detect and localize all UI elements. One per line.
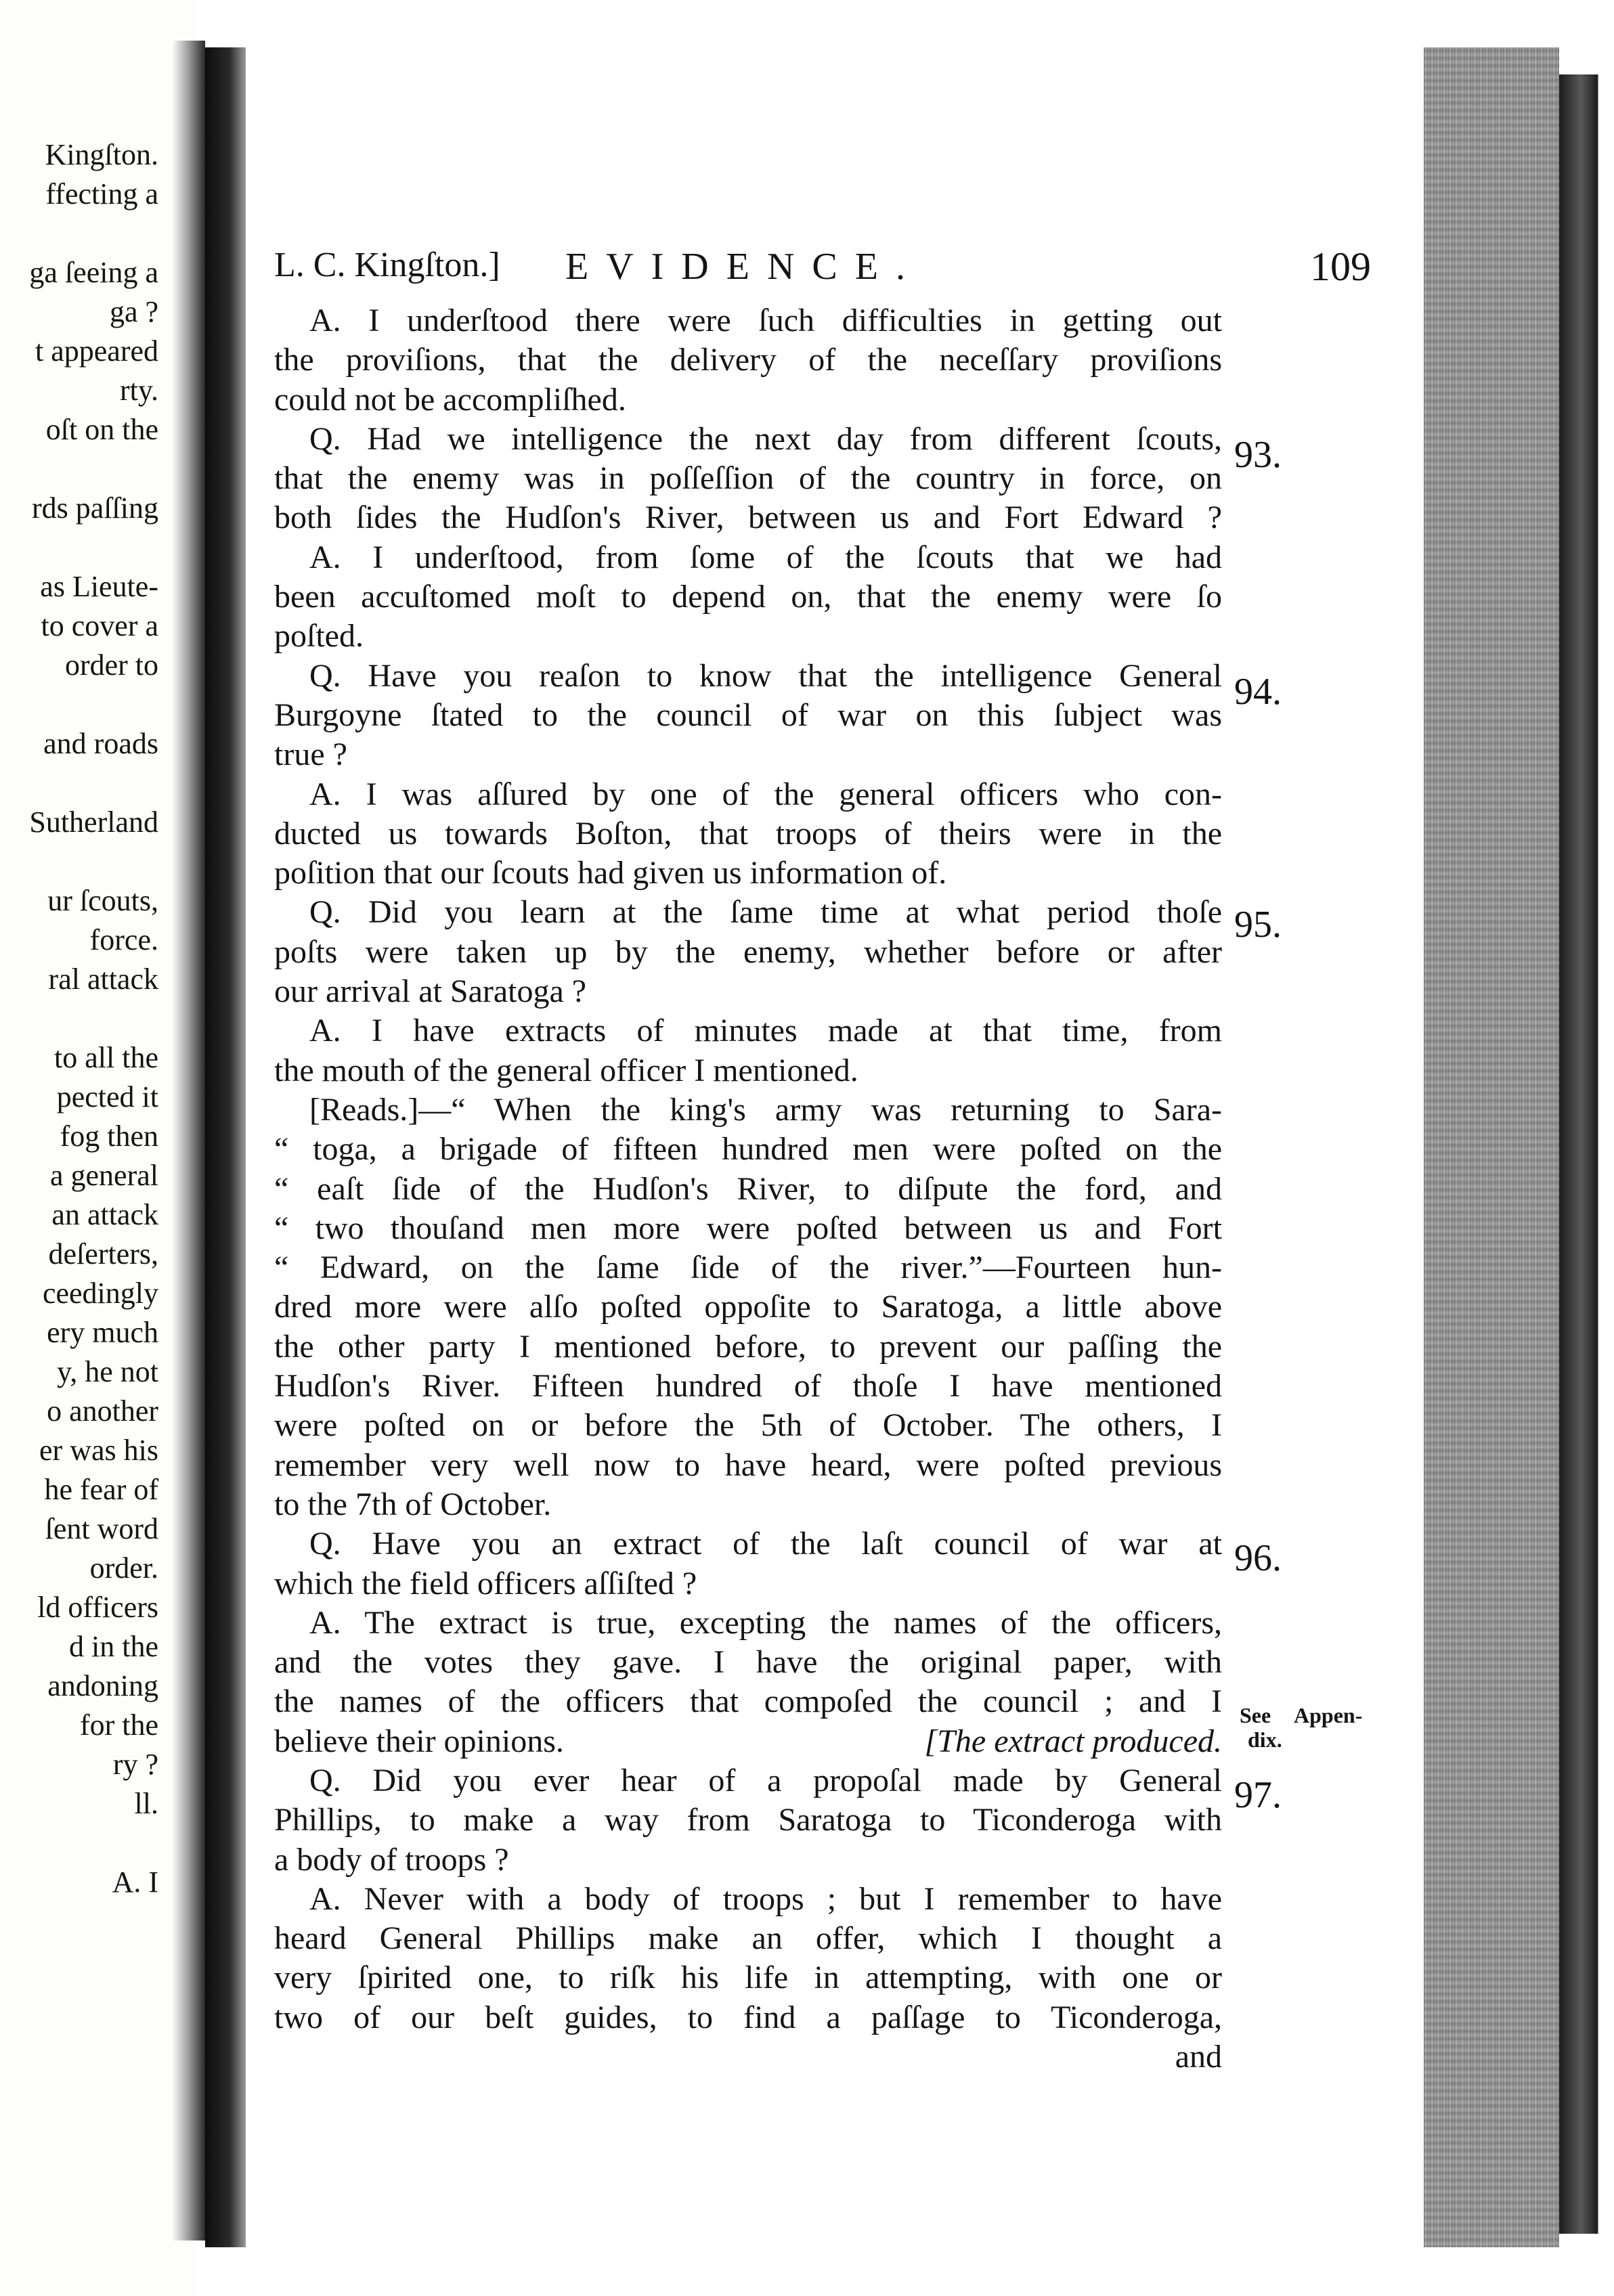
line-text: which the field officers aſſiſted ?	[274, 1565, 697, 1602]
text-line	[274, 538, 1222, 577]
line-text: been accuſtomed moſt to depend on, that the enemy were ſo	[274, 579, 1222, 615]
line-text: Q. Have you reaſon to know that the intelligence General	[309, 657, 1222, 694]
line-text: “ toga, a brigade of fifteen hundred men were poſted on the	[274, 1131, 1222, 1168]
question-number-93: 93.	[1234, 434, 1282, 476]
facing-page-line: andoning	[47, 1669, 158, 1702]
line-text: poſted.	[274, 618, 364, 655]
facing-page-line: Kingſton.	[45, 138, 158, 171]
question-number-96: 96.	[1234, 1537, 1282, 1579]
line-text: both ſides the Hudſon's River, between us and Fort Edward ?	[274, 500, 1222, 536]
line-text: “ eaſt ſide of the Hudſon's River, to diſpute the ford, and	[274, 1170, 1222, 1207]
facing-page-line: rds paſſing	[32, 491, 158, 525]
book-page	[246, 47, 1424, 2247]
text-line	[274, 617, 1222, 656]
text-line	[274, 1248, 1222, 1287]
question-number-97: 97.	[1234, 1774, 1282, 1816]
text-line	[274, 1643, 1222, 1682]
text-line	[274, 1564, 1222, 1604]
line-text: and the votes they gave. I have the original paper, with	[274, 1644, 1222, 1681]
page-title: EVIDENCE.	[565, 246, 923, 288]
facing-page-line: ry ?	[112, 1748, 158, 1781]
line-text: [Reads.]—“ When the king's army was returning to Sara-	[309, 1091, 1222, 1128]
text-line	[274, 1919, 1222, 1958]
facing-page-line: order to	[64, 648, 158, 682]
line-text: the mouth of the general officer I mentioned.	[274, 1052, 858, 1088]
facing-page-line: ral attack	[48, 963, 158, 996]
line-text: Q. Had we intelligence the next day from different ſcouts,	[309, 420, 1222, 457]
text-line	[274, 814, 1222, 854]
line-text: that the enemy was in poſſeſſion of the country in force, on	[274, 460, 1222, 497]
text-line	[274, 1722, 1222, 1761]
text-line	[274, 498, 1222, 537]
text-line	[274, 1801, 1222, 1840]
facing-page-line: oſt on the	[45, 413, 158, 446]
text-line	[274, 893, 1222, 932]
line-text: A. I underſtood, from ſome of the ſcouts that we had	[309, 539, 1222, 575]
text-line	[274, 340, 1222, 380]
margin-note-appen: Appen-	[1294, 1703, 1363, 1727]
text-line	[274, 1880, 1222, 1919]
line-text: A. The extract is true, excepting the names of the officers,	[309, 1604, 1222, 1641]
line-text: A. I have extracts of minutes made at that time, from	[309, 1013, 1222, 1049]
text-line	[274, 1287, 1222, 1327]
facing-page-line: ur ſcouts,	[47, 884, 158, 917]
line-text: ducted us towards Boſton, that troops of theirs were in the	[274, 815, 1222, 852]
text-line	[274, 1682, 1222, 1721]
line-text: poſition that our ſcouts had given us information of.	[274, 855, 947, 891]
facing-page-edge	[173, 41, 205, 2240]
text-line	[274, 1840, 1222, 1880]
line-text: true ?	[274, 736, 347, 773]
text-line	[274, 1446, 1222, 1485]
stage-direction: [The extract produced.	[924, 1723, 1222, 1759]
text-line	[274, 1406, 1222, 1445]
facing-page-line: ga ſeeing a	[29, 256, 158, 289]
facing-page-line: t appeared	[35, 334, 158, 368]
text-line	[274, 657, 1222, 696]
line-text: Hudſon's River. Fifteen hundred of thoſe I have mentioned	[274, 1368, 1222, 1405]
text-line	[274, 1604, 1222, 1643]
line-text: A. I was aſſured by one of the general officers who con-	[309, 776, 1222, 812]
text-line	[274, 1367, 1222, 1406]
line-text: and	[1175, 2039, 1222, 2075]
facing-page-line: ceedingly	[42, 1277, 158, 1310]
facing-page-line: to all the	[54, 1041, 158, 1074]
text-line	[274, 1170, 1222, 1209]
line-text: heard General Phillips make an offer, which I thought a	[274, 1920, 1222, 1957]
line-text: the proviſions, that the delivery of the neceſſary proviſions	[274, 342, 1222, 378]
line-text: very ſpirited one, to riſk his life in attempting, with one or	[274, 1960, 1222, 1996]
text-line	[274, 1051, 1222, 1090]
page-number: 109	[1310, 244, 1371, 289]
line-text: our arrival at Saratoga ?	[274, 973, 587, 1010]
facing-page-line: a general	[50, 1159, 158, 1192]
text-line	[274, 420, 1222, 459]
text-line	[274, 735, 1222, 774]
line-text: Burgoyne ſtated to the council of war on this ſubject was	[274, 697, 1222, 733]
facing-page-line: he fear of	[44, 1473, 158, 1506]
facing-page-line: o another	[47, 1394, 158, 1428]
body-text	[274, 301, 1222, 2077]
line-text: a body of troops ?	[274, 1841, 509, 1878]
line-text: believe their opinions.	[274, 1723, 564, 1759]
binding-edge	[1559, 74, 1614, 2234]
line-text: Q. Did you learn at the ſame time at what period thoſe	[309, 894, 1222, 931]
line-text: two of our beſt guides, to find a paſſage to Ticonderoga,	[274, 1999, 1222, 2035]
line-text: could not be accompliſhed.	[274, 381, 626, 418]
facing-page-line: A. I	[112, 1866, 158, 1899]
question-number-94: 94.	[1234, 671, 1282, 713]
facing-page-fragment	[0, 0, 196, 2296]
line-text: “ Edward, on the ſame ſide of the river.”—Fourteen hun-	[274, 1250, 1222, 1286]
line-text: to the 7th of October.	[274, 1486, 552, 1522]
text-line	[274, 1485, 1222, 1524]
line-text: A. Never with a body of troops ; but I remember to have	[309, 1880, 1222, 1917]
margin-note-dix: dix.	[1248, 1727, 1282, 1752]
text-line	[274, 577, 1222, 617]
facing-page-line: to cover a	[41, 609, 158, 642]
line-text: the names of the officers that compoſed the council ; and I	[274, 1683, 1222, 1720]
line-text: the other party I mentioned before, to prevent our paſſing the	[274, 1328, 1222, 1365]
running-head: L. C. Kingſton.]	[274, 246, 500, 284]
line-text: Q. Have you an extract of the laſt council of war at	[309, 1526, 1222, 1562]
line-text: “ two thouſand men more were poſted between us and Fort	[274, 1210, 1222, 1246]
facing-page-line: ga ?	[109, 295, 158, 328]
facing-page-line: d in the	[69, 1630, 158, 1663]
facing-page-line: ffecting a	[45, 177, 158, 211]
line-text: poſts were taken up by the enemy, whether before or after	[274, 933, 1222, 970]
text-line	[274, 2037, 1222, 2077]
facing-page-line: and roads	[43, 727, 158, 760]
margin-note-see: See	[1240, 1703, 1271, 1727]
text-line	[274, 1524, 1222, 1564]
text-line	[274, 972, 1222, 1011]
facing-page-line: ery much	[47, 1316, 158, 1349]
text-line	[274, 933, 1222, 972]
text-line	[274, 1998, 1222, 2037]
line-text: A. I underſtood there were ſuch difficulties in getting out	[309, 303, 1222, 338]
facing-page-line: rty.	[119, 374, 158, 407]
text-line	[274, 854, 1222, 893]
line-text: remember very well now to have heard, were poſted previous	[274, 1447, 1222, 1483]
page-block-edge	[1424, 47, 1559, 2247]
facing-page-line: y, he not	[57, 1355, 158, 1388]
facing-page-line: pected it	[56, 1080, 158, 1113]
text-line	[274, 1090, 1222, 1130]
facing-page-line: ll.	[134, 1787, 158, 1820]
question-number-95: 95.	[1234, 904, 1282, 946]
text-line	[274, 380, 1222, 420]
text-line	[274, 696, 1222, 735]
line-text: dred more were alſo poſted oppoſite to Saratoga, a little above	[274, 1289, 1222, 1325]
line-text: Phillips, to make a way from Saratoga to Ticonderoga with	[274, 1802, 1222, 1838]
book-gutter	[205, 47, 246, 2247]
text-line	[274, 1130, 1222, 1169]
facing-page-line: for the	[79, 1708, 158, 1742]
text-line	[274, 301, 1222, 340]
text-line	[274, 1958, 1222, 1997]
line-text: were poſted on or before the 5th of October. The others, I	[274, 1407, 1222, 1444]
facing-page-line: deſerters,	[48, 1237, 158, 1271]
facing-page-line: ſent word	[45, 1512, 158, 1545]
text-line	[274, 459, 1222, 498]
facing-page-line: Sutherland	[29, 805, 158, 839]
facing-page-line: as Lieute-	[40, 570, 158, 603]
facing-page-line: fog then	[60, 1120, 158, 1153]
facing-page-line: ld officers	[37, 1591, 158, 1624]
facing-page-line: er was his	[39, 1434, 158, 1467]
text-line	[274, 1011, 1222, 1051]
facing-page-line: an attack	[51, 1198, 158, 1231]
text-line	[274, 1761, 1222, 1801]
facing-page-line: order.	[89, 1551, 158, 1585]
facing-page-line: force.	[89, 923, 158, 956]
line-text: Q. Did you ever hear of a propoſal made by General	[309, 1762, 1222, 1798]
text-line	[274, 775, 1222, 814]
text-line	[274, 1327, 1222, 1367]
page-header	[274, 244, 1371, 299]
text-line	[274, 1209, 1222, 1248]
